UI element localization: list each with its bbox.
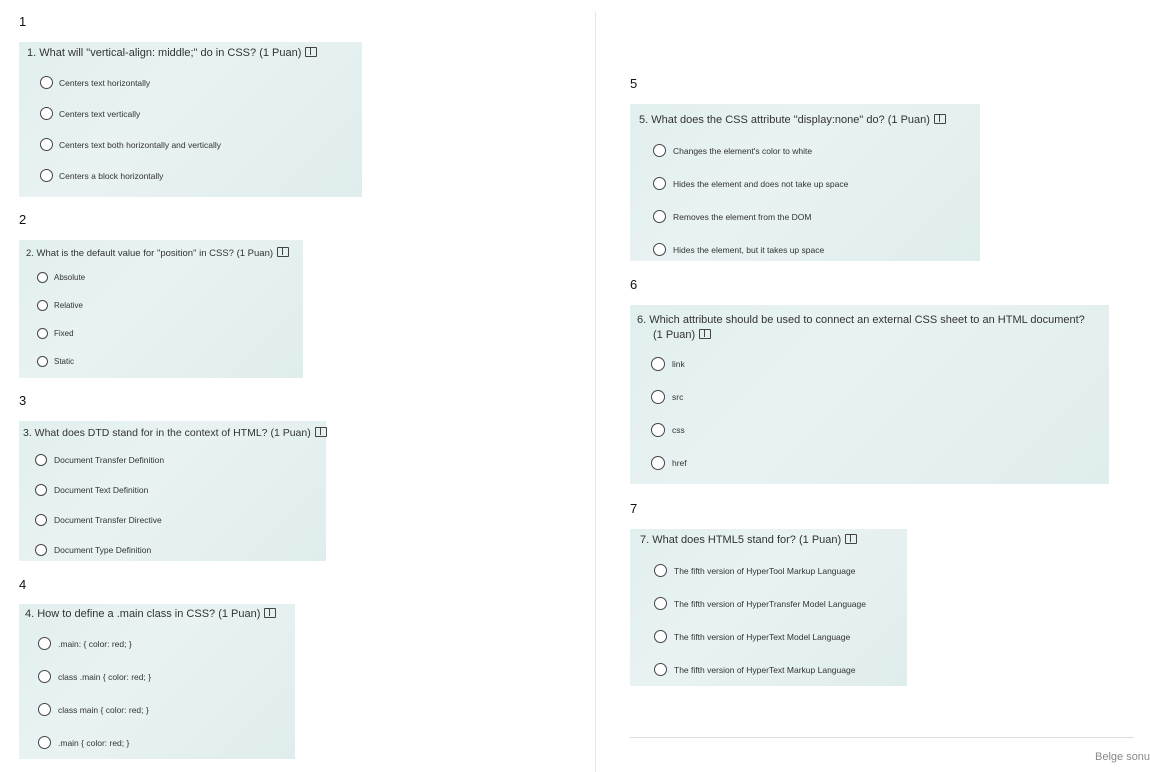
radio-button-icon[interactable] <box>653 144 666 157</box>
option-1a[interactable]: Centers text horizontally <box>40 76 150 89</box>
question-title: 7. What does HTML5 stand for? (1 Puan) <box>640 534 857 546</box>
option-3a[interactable]: Document Transfer Definition <box>35 454 164 466</box>
column-divider <box>595 12 596 772</box>
option-3c[interactable]: Document Transfer Directive <box>35 514 162 526</box>
option-6b[interactable]: src <box>651 390 683 404</box>
radio-button-icon[interactable] <box>40 107 53 120</box>
immersive-reader-icon[interactable] <box>277 247 289 257</box>
question-card-6 <box>630 305 1109 484</box>
option-2a[interactable]: Absolute <box>37 272 85 283</box>
option-5a[interactable]: Changes the element's color to white <box>653 144 812 157</box>
option-7d[interactable]: The fifth version of HyperText Markup Language <box>654 663 855 676</box>
question-title: 1. What will "vertical-align: middle;" do in CSS? (1 Puan) <box>27 47 317 59</box>
end-of-document-label: Belge sonu <box>1095 751 1150 763</box>
option-7b[interactable]: The fifth version of HyperTransfer Model Language <box>654 597 866 610</box>
option-4c[interactable]: class main { color: red; } <box>38 703 149 716</box>
radio-button-icon[interactable] <box>37 300 48 311</box>
option-2d[interactable]: Static <box>37 356 74 367</box>
question-title: 4. How to define a .main class in CSS? (1 Puan) <box>25 608 276 620</box>
radio-button-icon[interactable] <box>35 454 47 466</box>
question-card-1 <box>19 42 362 197</box>
option-7c[interactable]: The fifth version of HyperText Model Language <box>654 630 850 643</box>
radio-button-icon[interactable] <box>40 138 53 151</box>
radio-button-icon[interactable] <box>35 514 47 526</box>
radio-button-icon[interactable] <box>653 243 666 256</box>
question-number-5: 5 <box>630 76 638 91</box>
question-card-2 <box>19 240 303 378</box>
question-title: 3. What does DTD stand for in the context of HTML? (1 Puan) <box>23 427 327 439</box>
radio-button-icon[interactable] <box>653 177 666 190</box>
radio-button-icon[interactable] <box>651 423 665 437</box>
radio-button-icon[interactable] <box>38 736 51 749</box>
radio-button-icon[interactable] <box>37 272 48 283</box>
question-number-3: 3 <box>19 393 27 408</box>
immersive-reader-icon[interactable] <box>845 534 857 544</box>
radio-button-icon[interactable] <box>38 703 51 716</box>
option-1d[interactable]: Centers a block horizontally <box>40 169 163 182</box>
radio-button-icon[interactable] <box>37 328 48 339</box>
immersive-reader-icon[interactable] <box>699 329 711 339</box>
immersive-reader-icon[interactable] <box>934 114 946 124</box>
question-card-3 <box>19 421 326 561</box>
option-1b[interactable]: Centers text vertically <box>40 107 140 120</box>
option-2b[interactable]: Relative <box>37 300 83 311</box>
option-2c[interactable]: Fixed <box>37 328 74 339</box>
radio-button-icon[interactable] <box>654 564 667 577</box>
radio-button-icon[interactable] <box>40 169 53 182</box>
radio-button-icon[interactable] <box>653 210 666 223</box>
option-6d[interactable]: href <box>651 456 687 470</box>
question-number-6: 6 <box>630 277 638 292</box>
question-number-1: 1 <box>19 14 27 29</box>
radio-button-icon[interactable] <box>37 356 48 367</box>
immersive-reader-icon[interactable] <box>305 47 317 57</box>
radio-button-icon[interactable] <box>35 544 47 556</box>
question-number-4: 4 <box>19 577 27 592</box>
option-3d[interactable]: Document Type Definition <box>35 544 151 556</box>
radio-button-icon[interactable] <box>38 637 51 650</box>
option-6a[interactable]: link <box>651 357 685 371</box>
option-4a[interactable]: .main: { color: red; } <box>38 637 132 650</box>
option-4b[interactable]: class .main { color: red; } <box>38 670 151 683</box>
option-6c[interactable]: css <box>651 423 685 437</box>
question-card-7 <box>630 529 907 686</box>
immersive-reader-icon[interactable] <box>315 427 327 437</box>
radio-button-icon[interactable] <box>40 76 53 89</box>
radio-button-icon[interactable] <box>35 484 47 496</box>
radio-button-icon[interactable] <box>651 357 665 371</box>
option-1c[interactable]: Centers text both horizontally and vertically <box>40 138 221 151</box>
immersive-reader-icon[interactable] <box>264 608 276 618</box>
question-title: 5. What does the CSS attribute "display:none" do? (1 Puan) <box>639 114 946 126</box>
page-end-line <box>630 737 1134 738</box>
option-7a[interactable]: The fifth version of HyperTool Markup Language <box>654 564 855 577</box>
question-title: 6. Which attribute should be used to connect an external CSS sheet to an HTML document? (1 Puan) <box>637 314 1085 341</box>
option-5c[interactable]: Removes the element from the DOM <box>653 210 811 223</box>
radio-button-icon[interactable] <box>654 663 667 676</box>
question-number-2: 2 <box>19 212 27 227</box>
radio-button-icon[interactable] <box>651 390 665 404</box>
radio-button-icon[interactable] <box>38 670 51 683</box>
radio-button-icon[interactable] <box>654 597 667 610</box>
radio-button-icon[interactable] <box>654 630 667 643</box>
option-5b[interactable]: Hides the element and does not take up space <box>653 177 848 190</box>
question-card-5 <box>630 104 980 261</box>
question-number-7: 7 <box>630 501 638 516</box>
radio-button-icon[interactable] <box>651 456 665 470</box>
option-3b[interactable]: Document Text Definition <box>35 484 148 496</box>
question-card-4 <box>19 604 295 759</box>
option-4d[interactable]: .main { color: red; } <box>38 736 129 749</box>
option-5d[interactable]: Hides the element, but it takes up space <box>653 243 824 256</box>
question-title: 2. What is the default value for "position" in CSS? (1 Puan) <box>26 247 289 259</box>
